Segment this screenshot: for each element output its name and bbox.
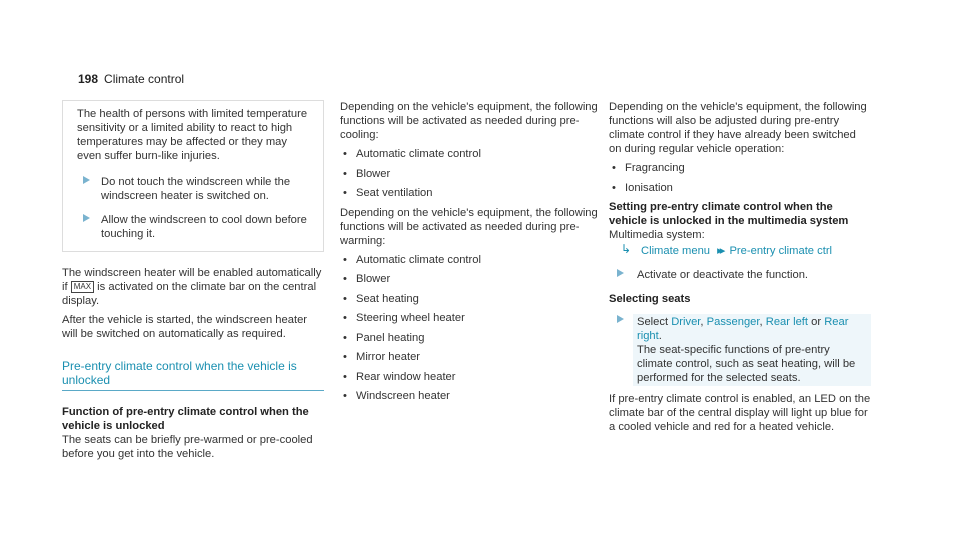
warning-text: The health of persons with limited temperature sensitivity or a limited ability to react to high temperatures may be affected or they may even suffer burn-like injuries. <box>77 108 308 162</box>
list-item: • Windscreen heater <box>340 389 602 403</box>
pre-cooling-list <box>340 147 602 200</box>
menu-path <box>609 244 871 258</box>
list-item: • Automatic climate control <box>340 147 602 161</box>
link-passenger: Passenger <box>706 316 760 328</box>
link-rear-left: Rear left <box>765 316 809 328</box>
subheading: Setting pre-entry climate control when the vehicle is unlocked in the multimedia system <box>609 201 849 227</box>
chapter-title: Climate control <box>104 72 185 86</box>
system-label: Multimedia system: <box>609 229 705 241</box>
paragraph: The seats can be briefly pre-warmed or pre-cooled before you get into the vehicle. <box>62 434 313 460</box>
link-rear-right: Rear right <box>637 316 849 342</box>
list-item: • Mirror heater <box>340 350 602 364</box>
list-item: • Steering wheel heater <box>340 311 602 325</box>
list-item: • Seat heating <box>340 292 602 306</box>
list-item: • Ionisation <box>609 181 871 195</box>
warning-step: Do not touch the windscreen while the windscreen heater is switched on. <box>77 175 313 203</box>
page-header <box>78 72 184 86</box>
step-arrow-icon <box>617 269 624 277</box>
instruction-step <box>609 314 871 386</box>
double-chevron-icon: ▸▸ <box>717 245 723 257</box>
paragraph: If pre-entry climate control is enabled, an LED on the climate bar of the central display will light up blue for a cooled vehicle and red for a heated vehicle. <box>609 393 871 433</box>
path-pre-entry: Pre-entry climate ctrl <box>729 245 833 257</box>
step-arrow-icon <box>83 176 90 184</box>
step-arrow-icon <box>83 214 90 222</box>
paragraph: The windscreen heater will be enabled automatically if MAX is activated on the climate bar on the central display. <box>62 267 322 307</box>
paragraph: After the vehicle is started, the windscreen heater will be switched on automatically as required. <box>62 314 308 340</box>
subheading: Selecting seats <box>609 293 691 305</box>
adjusted-functions-list <box>609 161 871 195</box>
step-arrow-icon <box>617 315 624 323</box>
list-item: • Blower <box>340 272 602 286</box>
subheading: Function of pre-entry climate control when the vehicle is unlocked <box>62 406 309 432</box>
section-title: Pre-entry climate control when the vehicle is unlocked <box>62 359 324 391</box>
windscreen-max-icon: MAX <box>71 281 94 293</box>
warning-step: Allow the windscreen to cool down before touching it. <box>77 213 313 241</box>
path-climate-menu: Climate menu <box>641 245 711 257</box>
list-item: • Rear window heater <box>340 370 602 384</box>
column-right <box>609 100 871 439</box>
paragraph: Depending on the vehicle's equipment, the following functions will be activated as needed during pre-cooling: <box>340 101 598 141</box>
column-middle <box>340 100 602 409</box>
path-hook-icon: ↳ <box>621 242 632 256</box>
result-text: The seat-specific functions of pre-entry climate control, such as seat heating, will be performed for the selected seats. <box>637 344 856 384</box>
list-item: • Fragrancing <box>609 161 871 175</box>
paragraph: Depending on the vehicle's equipment, the following functions will also be adjusted during pre-entry climate control if they have already been switched on during regular vehicle operation: <box>609 101 867 155</box>
instruction-step: Activate or deactivate the function. <box>609 268 871 282</box>
warning-box <box>62 100 324 252</box>
page-number: 198 <box>78 72 99 86</box>
list-item: • Automatic climate control <box>340 253 602 267</box>
list-item: • Seat ventilation <box>340 186 602 200</box>
column-left <box>62 100 324 466</box>
paragraph: Depending on the vehicle's equipment, the following functions will be activated as needed during pre-warming: <box>340 206 598 247</box>
link-driver: Driver <box>671 316 701 328</box>
list-item: • Blower <box>340 167 602 181</box>
pre-warming-list <box>340 253 602 404</box>
select-seat-instruction: Select Driver, Passenger, Rear left or Rear right. The seat-specific functions of pre-entry climate control, such as seat heating, will be performed for the selected seats. <box>633 314 871 386</box>
list-item: • Panel heating <box>340 331 602 345</box>
